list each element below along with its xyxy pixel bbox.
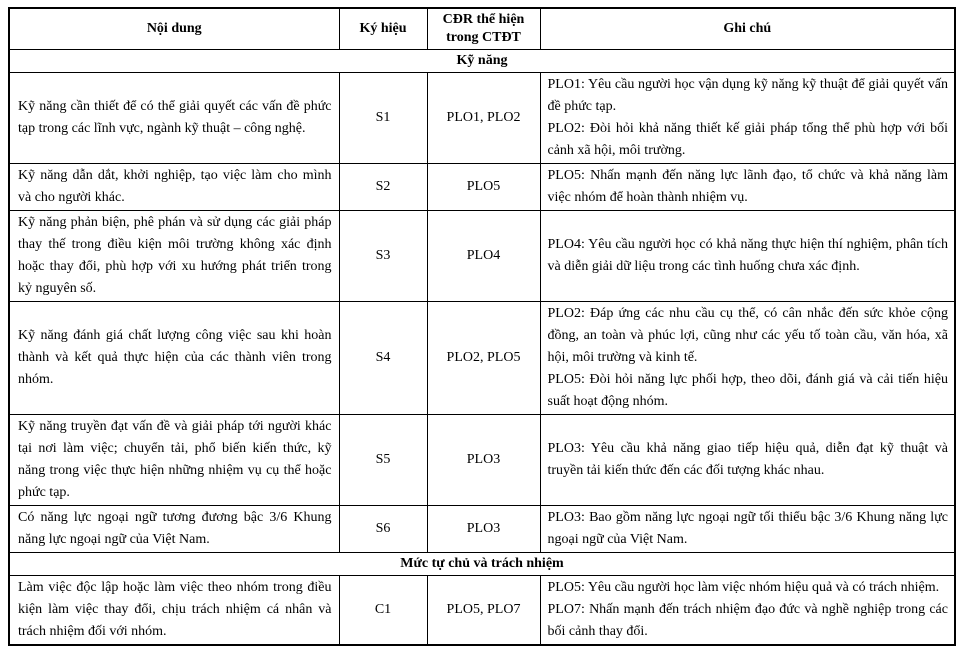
- ghi-chu-paragraph: PLO2: Đòi hỏi khả năng thiết kế giải pháp tổng thể phù hợp với bối cảnh xã hội, môi trường.: [547, 121, 948, 158]
- table-row: [9, 211, 955, 302]
- cell-noi-dung: Kỹ năng đánh giá chất lượng công việc sau khi hoàn thành và kết quả thực hiện của các thành viên trong nhóm.: [9, 302, 339, 415]
- header-row: [9, 8, 955, 50]
- cell-noi-dung: Kỹ năng cần thiết để có thể giải quyết các vấn đề phức tạp trong các lĩnh vực, ngành kỹ thuật – công nghệ.: [9, 73, 339, 164]
- cell-cdr-ctdt: PLO2, PLO5: [427, 302, 540, 415]
- cell-ghi-chu: [540, 506, 955, 553]
- table-row: [9, 415, 955, 506]
- cell-ky-hieu: S3: [339, 211, 427, 302]
- ghi-chu-paragraph: PLO2: Đáp ứng các nhu cầu cụ thể, có cân nhắc đến sức khỏe cộng đồng, an toàn và phúc lợi, cũng như các yếu tố toàn cầu, văn hóa, xã hội, môi trường và kinh tế.: [547, 306, 948, 365]
- cell-ghi-chu: [540, 73, 955, 164]
- column-header-cdr-ctdt: CĐR thể hiện trong CTĐT: [427, 8, 540, 50]
- table-row: [9, 302, 955, 415]
- cell-cdr-ctdt: PLO3: [427, 506, 540, 553]
- section-title: Mức tự chủ và trách nhiệm: [9, 553, 955, 576]
- ghi-chu-paragraph: PLO3: Bao gồm năng lực ngoại ngữ tối thiểu bậc 3/6 Khung năng lực ngoại ngữ của Việt Nam.: [547, 510, 948, 547]
- ghi-chu-paragraph: PLO1: Yêu cầu người học vận dụng kỹ năng kỹ thuật để giải quyết vấn đề phức tạp.: [547, 77, 948, 114]
- table-row: [9, 73, 955, 164]
- section-title: Kỹ năng: [9, 50, 955, 73]
- cell-noi-dung: Có năng lực ngoại ngữ tương đương bậc 3/6 Khung năng lực ngoại ngữ của Việt Nam.: [9, 506, 339, 553]
- column-header-ghi-chu: Ghi chú: [540, 8, 955, 50]
- section-header-row: [9, 50, 955, 73]
- ghi-chu-paragraph: PLO4: Yêu cầu người học có khả năng thực hiện thí nghiệm, phân tích và diễn giải dữ liệu trong các tình huống chưa xác định.: [547, 237, 948, 274]
- cell-noi-dung: Kỹ năng phản biện, phê phán và sử dụng các giải pháp thay thế trong điều kiện môi trường không xác định hoặc thay đổi, phù hợp với xu hướng phát triển trong kỷ nguyên số.: [9, 211, 339, 302]
- cell-ky-hieu: S4: [339, 302, 427, 415]
- cell-ky-hieu: S2: [339, 164, 427, 211]
- cell-cdr-ctdt: PLO4: [427, 211, 540, 302]
- cell-cdr-ctdt: PLO3: [427, 415, 540, 506]
- section-header-row: [9, 553, 955, 576]
- cell-cdr-ctdt: PLO5: [427, 164, 540, 211]
- ghi-chu-paragraph: PLO7: Nhấn mạnh đến trách nhiệm đạo đức và nghề nghiệp trong các bối cảnh thay đổi.: [547, 602, 948, 639]
- cell-ky-hieu: S5: [339, 415, 427, 506]
- cell-ghi-chu: [540, 164, 955, 211]
- column-header-noi-dung: Nội dung: [9, 8, 339, 50]
- cell-ky-hieu: S6: [339, 506, 427, 553]
- column-header-ky-hieu: Ký hiệu: [339, 8, 427, 50]
- table-row: [9, 506, 955, 553]
- cell-noi-dung: Kỹ năng truyền đạt vấn đề và giải pháp tới người khác tại nơi làm việc; chuyển tải, phổ biến kiến thức, kỹ năng trong việc thực hiện những nhiệm vụ cụ thể hoặc phức tạp.: [9, 415, 339, 506]
- cell-ghi-chu: [540, 576, 955, 646]
- table-row: [9, 576, 955, 646]
- cell-noi-dung: Kỹ năng dẫn dắt, khởi nghiệp, tạo việc làm cho mình và cho người khác.: [9, 164, 339, 211]
- cell-ghi-chu: [540, 302, 955, 415]
- cell-noi-dung: Làm việc độc lập hoặc làm việc theo nhóm trong điều kiện làm việc thay đổi, chịu trách nhiệm cá nhân và trách nhiệm đối với nhóm.: [9, 576, 339, 646]
- cell-ky-hieu: C1: [339, 576, 427, 646]
- table-row: [9, 164, 955, 211]
- ghi-chu-paragraph: PLO3: Yêu cầu khả năng giao tiếp hiệu quả, diễn đạt kỹ thuật và truyền tải kiến thức đến các đối tượng khác nhau.: [547, 441, 948, 478]
- learning-outcomes-table: [8, 7, 956, 646]
- cell-ghi-chu: [540, 211, 955, 302]
- cell-cdr-ctdt: PLO5, PLO7: [427, 576, 540, 646]
- ghi-chu-paragraph: PLO5: Nhấn mạnh đến năng lực lãnh đạo, tổ chức và khả năng làm việc nhóm để hoàn thành nhiệm vụ.: [547, 168, 948, 205]
- ghi-chu-paragraph: PLO5: Đòi hỏi năng lực phối hợp, theo dõi, đánh giá và cải tiến hiệu suất hoạt động nhóm.: [547, 372, 948, 409]
- cell-ghi-chu: [540, 415, 955, 506]
- ghi-chu-paragraph: PLO5: Yêu cầu người học làm việc nhóm hiệu quả và có trách nhiệm.: [547, 580, 940, 595]
- cell-cdr-ctdt: PLO1, PLO2: [427, 73, 540, 164]
- cell-ky-hieu: S1: [339, 73, 427, 164]
